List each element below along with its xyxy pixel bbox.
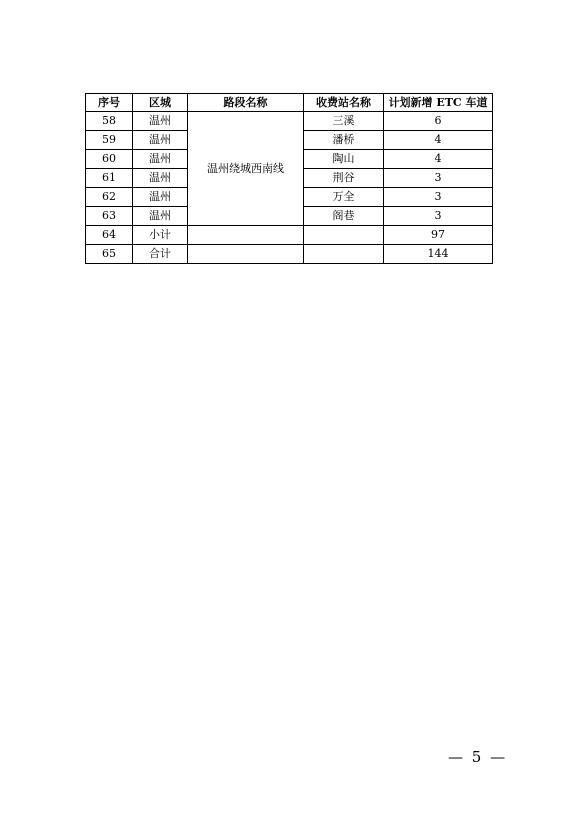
cell-station: 潘桥 <box>304 131 384 150</box>
table-header-row <box>86 94 493 112</box>
cell-subtotal-lanes: 97 <box>384 226 493 245</box>
page-number: — 5 — <box>448 748 508 766</box>
cell-lanes: 3 <box>384 207 493 226</box>
cell-empty <box>188 226 304 245</box>
header-area: 区城 <box>133 94 188 112</box>
cell-lanes: 4 <box>384 150 493 169</box>
cell-empty <box>304 245 384 264</box>
table-row <box>86 112 493 131</box>
cell-area: 温州 <box>133 112 188 131</box>
cell-serial: 63 <box>86 207 133 226</box>
header-planned-lanes: 计划新增 ETC 车道 <box>384 94 493 112</box>
cell-station: 万全 <box>304 188 384 207</box>
cell-serial: 58 <box>86 112 133 131</box>
cell-lanes: 3 <box>384 188 493 207</box>
cell-station: 荆谷 <box>304 169 384 188</box>
cell-serial: 62 <box>86 188 133 207</box>
cell-area: 温州 <box>133 207 188 226</box>
cell-area: 温州 <box>133 150 188 169</box>
cell-station: 三溪 <box>304 112 384 131</box>
cell-serial: 64 <box>86 226 133 245</box>
cell-lanes: 4 <box>384 131 493 150</box>
cell-area: 温州 <box>133 188 188 207</box>
cell-area: 温州 <box>133 169 188 188</box>
subtotal-row <box>86 226 493 245</box>
cell-empty <box>188 245 304 264</box>
cell-serial: 61 <box>86 169 133 188</box>
cell-area: 温州 <box>133 131 188 150</box>
header-station-name: 收费站名称 <box>304 94 384 112</box>
cell-total-label: 合计 <box>133 245 188 264</box>
cell-station: 阁巷 <box>304 207 384 226</box>
cell-lanes: 3 <box>384 169 493 188</box>
cell-road-name: 温州绕城西南线 <box>188 112 304 226</box>
cell-lanes: 6 <box>384 112 493 131</box>
cell-empty <box>304 226 384 245</box>
cell-total-lanes: 144 <box>384 245 493 264</box>
cell-serial: 59 <box>86 131 133 150</box>
total-row <box>86 245 493 264</box>
header-serial: 序号 <box>86 94 133 112</box>
cell-subtotal-label: 小计 <box>133 226 188 245</box>
etc-lane-table <box>85 93 493 264</box>
cell-station: 陶山 <box>304 150 384 169</box>
cell-serial: 65 <box>86 245 133 264</box>
cell-serial: 60 <box>86 150 133 169</box>
header-road-name: 路段名称 <box>188 94 304 112</box>
